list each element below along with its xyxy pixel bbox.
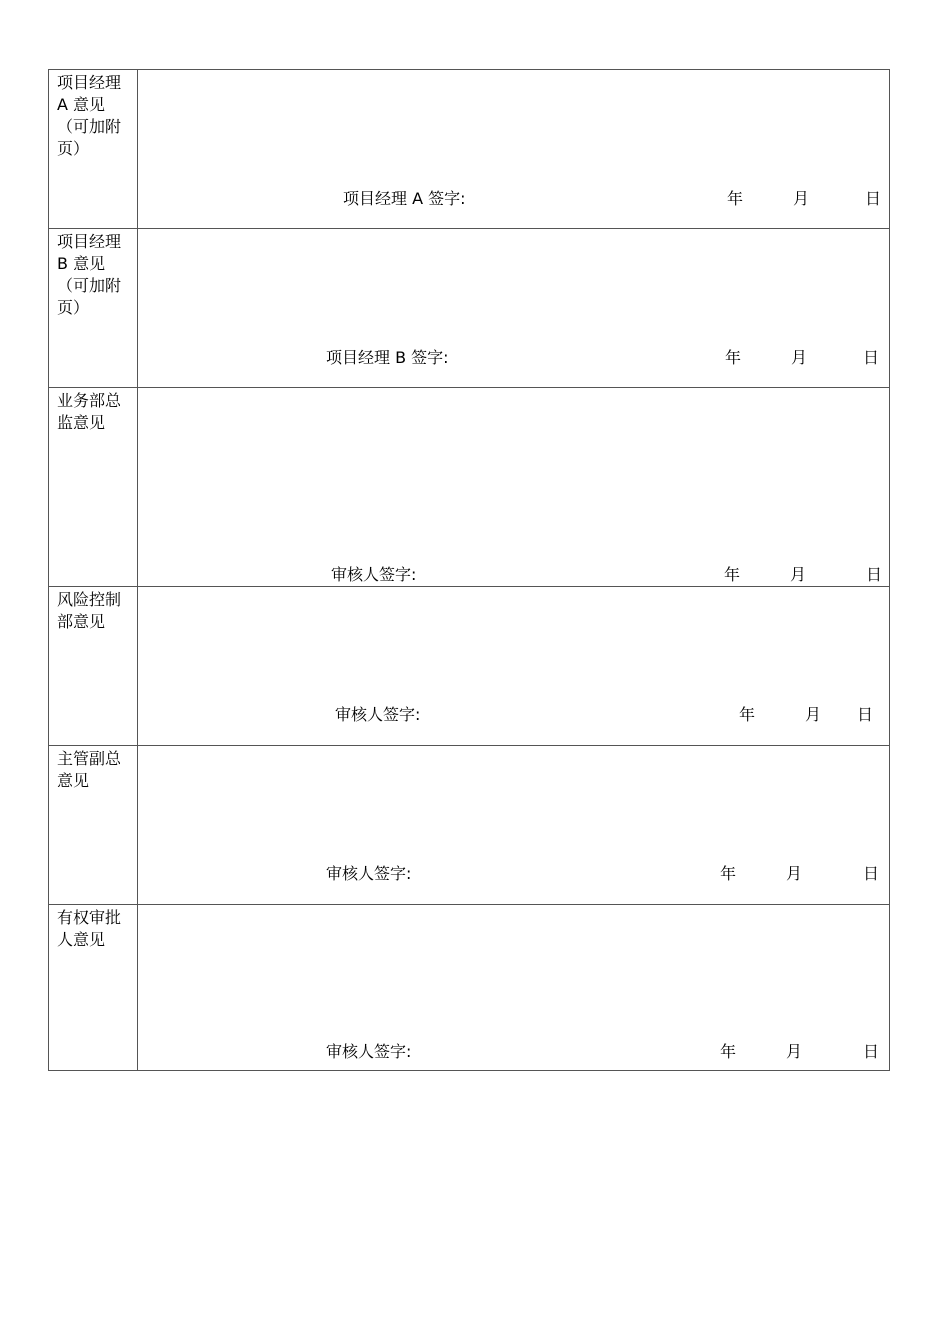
form-row-pm-b (49, 229, 890, 388)
day-label: 日 (866, 565, 883, 584)
opinion-field[interactable] (138, 229, 890, 388)
opinion-field[interactable] (138, 587, 890, 746)
day-label: 日 (863, 348, 880, 367)
month-label: 月 (793, 189, 810, 208)
form-row-risk-control (49, 587, 890, 746)
month-label: 月 (790, 565, 807, 584)
row-label-cell (49, 70, 138, 229)
year-label: 年 (724, 565, 741, 584)
year-label: 年 (725, 348, 742, 367)
signer-label: 审核人签字: (335, 705, 421, 724)
month-label: 月 (805, 705, 822, 724)
opinion-field[interactable] (138, 388, 890, 587)
row-label-cell (49, 905, 138, 1071)
row-label: 有权审批 人意见 (57, 908, 122, 949)
year-label: 年 (739, 705, 756, 724)
form-row-pm-a (49, 70, 890, 229)
day-label: 日 (863, 864, 880, 883)
row-label: 风险控制 部意见 (57, 590, 122, 631)
month-label: 月 (791, 348, 808, 367)
day-label: 日 (863, 1042, 880, 1061)
row-label: 业务部总 监意见 (57, 391, 122, 432)
opinion-field[interactable] (138, 905, 890, 1071)
signer-label: 项目经理 B 签字: (326, 348, 449, 367)
year-label: 年 (720, 864, 737, 883)
day-label: 日 (865, 189, 882, 208)
approval-form-table (48, 69, 890, 1071)
opinion-field[interactable] (138, 70, 890, 229)
signer-label: 审核人签字: (326, 864, 412, 883)
signer-label: 审核人签字: (326, 1042, 412, 1061)
form-row-vice-president (49, 746, 890, 905)
form-row-business-director (49, 388, 890, 587)
day-label: 日 (857, 705, 874, 724)
row-label-cell (49, 229, 138, 388)
month-label: 月 (786, 1042, 803, 1061)
row-label-cell (49, 587, 138, 746)
form-row-authorized-approver (49, 905, 890, 1071)
signer-label: 项目经理 A 签字: (343, 189, 466, 208)
row-label: 主管副总 意见 (57, 749, 122, 790)
row-label: 项目经理 B 意见 （可加附 页） (57, 232, 122, 317)
signer-label: 审核人签字: (331, 565, 417, 584)
opinion-field[interactable] (138, 746, 890, 905)
year-label: 年 (720, 1042, 737, 1061)
year-label: 年 (727, 189, 744, 208)
row-label-cell (49, 388, 138, 587)
month-label: 月 (786, 864, 803, 883)
row-label-cell (49, 746, 138, 905)
row-label: 项目经理 A 意见 （可加附 页） (57, 73, 122, 158)
